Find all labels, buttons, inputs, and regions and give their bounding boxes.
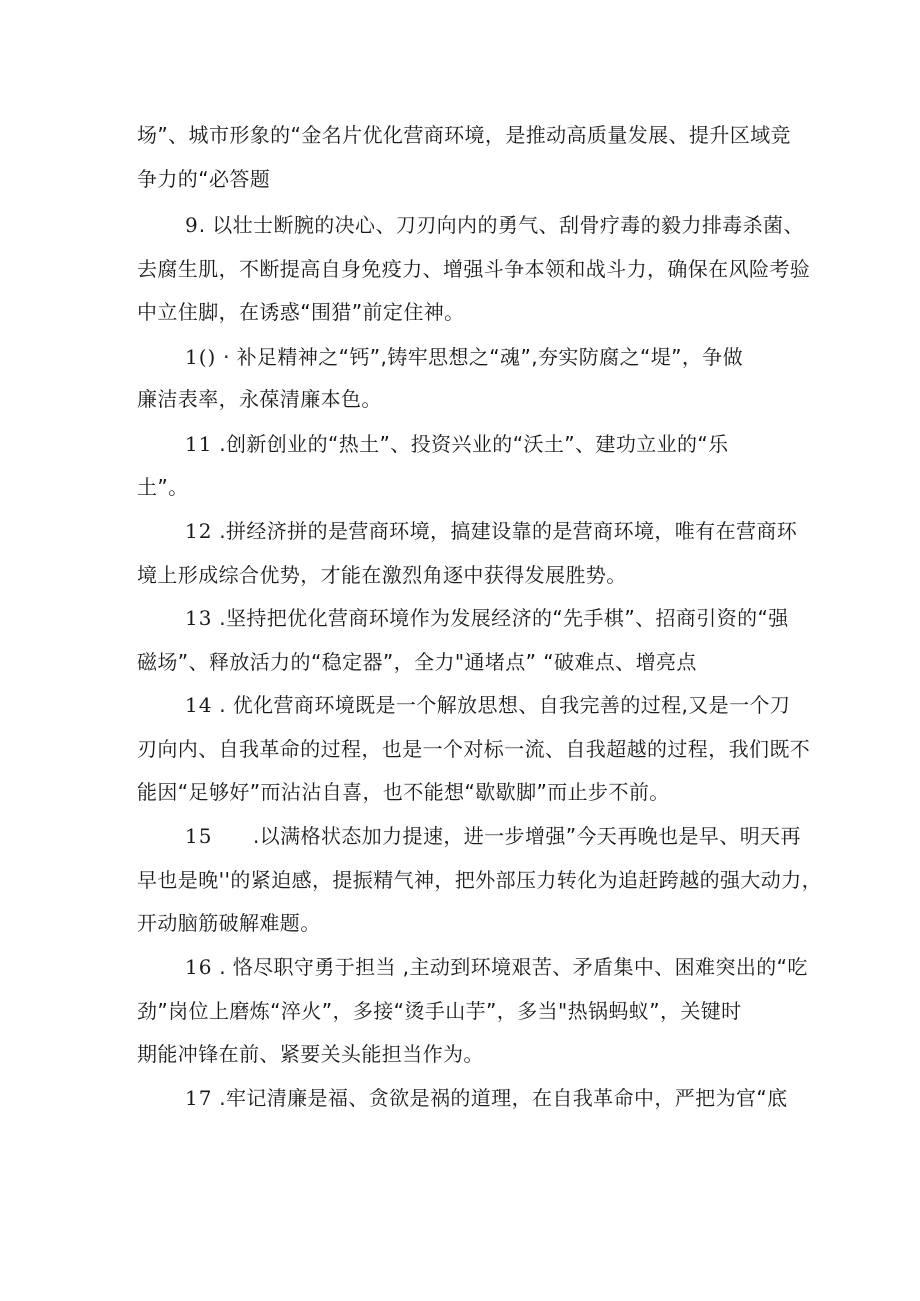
item-text: . 恪尽职守勇于担当 ,主动到环境艰苦、矛盾集中、困难突出的“吃 xyxy=(212,955,808,979)
item-number: 15 xyxy=(185,824,213,848)
item-number: 11 xyxy=(185,432,213,456)
paragraph-0-line-0: 场”、城市形象的“金名片优化营商环境，是推动高质量发展、提升区域竞 xyxy=(137,123,791,147)
item-11-line-0 xyxy=(185,430,729,458)
item-16-line-1: 劲”岗位上磨炼“淬火”，多接“烫手山芋”，多当"热锅蚂蚁”，关键时 xyxy=(137,999,742,1023)
item-number: 17 xyxy=(185,1086,213,1110)
item-number: 9 xyxy=(185,213,199,237)
item-text: .以满格状态加力提速，进一步增强”今天再晚也是早、明天再 xyxy=(212,824,801,848)
item-15-line-1: 早也是晚''的紧迫感，提振精气神，把外部压力转化为追赶跨越的强大动力， xyxy=(137,868,822,892)
item-14-line-2: 能因“足够好”而沾沾自喜，也不能想“歇歇脚”而止步不前。 xyxy=(137,780,670,804)
item-text: .坚持把优化营商环境作为发展经济的“先手棋”、招商引资的“强 xyxy=(212,606,789,630)
item-text: .牢记清廉是福、贪欲是祸的道理，在自我革命中，严把为官“底 xyxy=(212,1086,788,1110)
item-text: .拼经济拼的是营商环境，搞建设靠的是营商环境，唯有在营商环 xyxy=(212,519,798,543)
item-10-line-0 xyxy=(185,343,743,371)
item-text: . 以壮士断腕的决心、刀刃向内的勇气、刮骨疗毒的毅力排毒杀菌、 xyxy=(198,213,804,237)
item-text: . 优化营商环境既是一个解放思想、自我完善的过程,又是一个刀 xyxy=(212,693,791,717)
item-16-line-0 xyxy=(185,953,808,981)
item-15-line-2: 开动脑筋破解难题。 xyxy=(137,911,321,935)
item-9-line-0 xyxy=(185,211,804,239)
item-number: 1() xyxy=(185,345,217,369)
item-number: 12 xyxy=(185,519,213,543)
item-12-line-0 xyxy=(185,517,797,545)
item-number: 16 xyxy=(185,955,213,979)
item-9-line-1: 去腐生肌，不断提高自身免疫力、增强斗争本领和战斗力，确保在风险考验 xyxy=(137,257,811,281)
item-text: .创新创业的“热土”、投资兴业的“沃土”、建功立业的“乐 xyxy=(212,432,729,456)
item-13-line-0 xyxy=(185,604,789,632)
item-11-line-1: 土”。 xyxy=(137,475,189,499)
item-16-line-2: 期能冲锋在前、紧要关头能担当作为。 xyxy=(137,1042,484,1066)
item-9-line-2: 中立住脚，在诱惑“围猎”前定住神。 xyxy=(137,300,465,324)
item-text: · 补足精神之“钙”,铸牢思想之“魂”,夯实防腐之“堤”，争做 xyxy=(216,345,744,369)
item-number: 14 xyxy=(185,693,213,717)
item-13-line-1: 磁场”、释放活力的“稳定器”，全力"通堵点” “破难点、增亮点 xyxy=(137,650,697,674)
item-14-line-0 xyxy=(185,691,790,719)
paragraph-0-line-1: 争力的“必答题 xyxy=(137,167,271,191)
item-number: 13 xyxy=(185,606,213,630)
item-12-line-1: 境上形成综合优势，才能在激烈角逐中获得发展胜势。 xyxy=(137,563,627,587)
item-17-line-0 xyxy=(185,1084,788,1112)
item-15-line-0 xyxy=(185,822,801,850)
item-10-line-1: 廉洁表率，永葆清廉本色。 xyxy=(137,387,382,411)
item-14-line-1: 刃向内、自我革命的过程，也是一个对标一流、自我超越的过程，我们既不 xyxy=(137,737,811,761)
